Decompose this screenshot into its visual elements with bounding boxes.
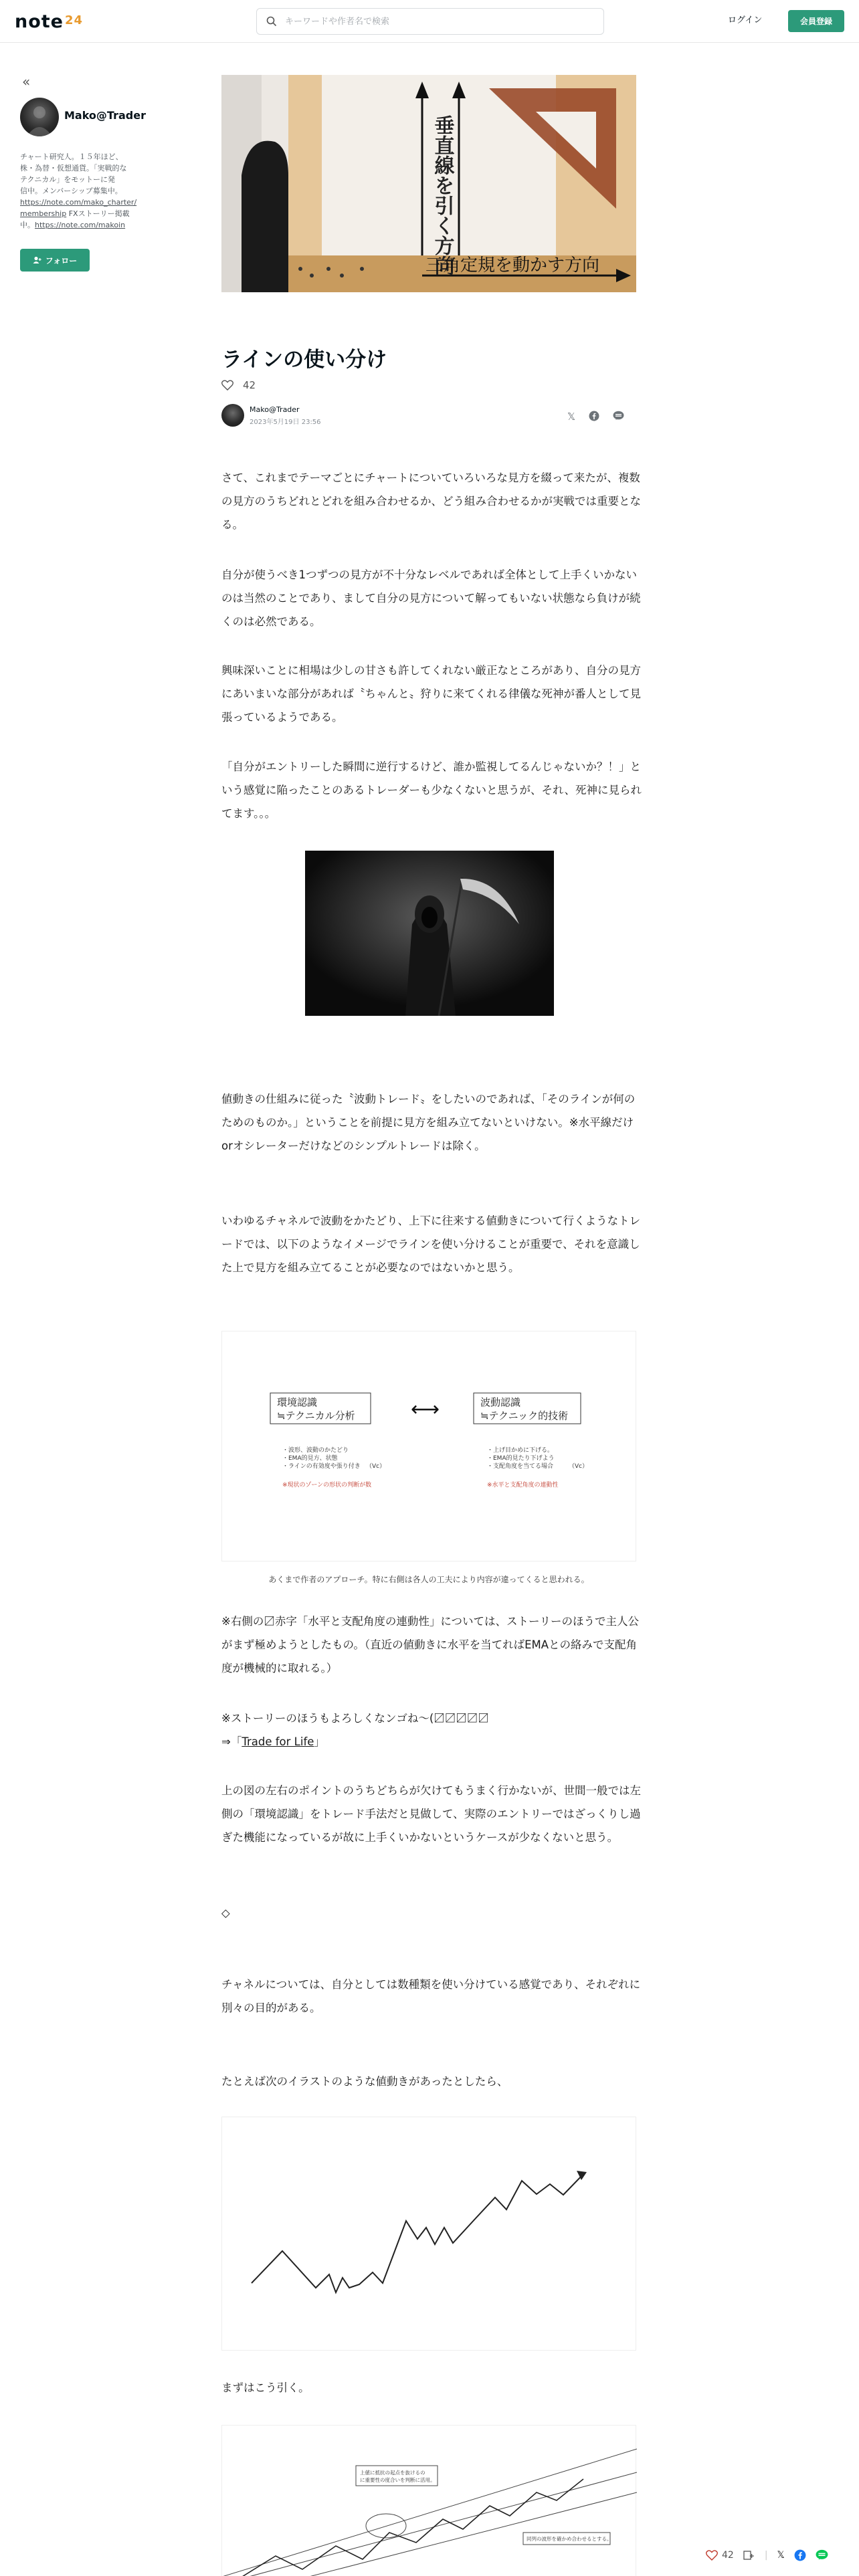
bio-line: 信中。メンバーシップ募集中。: [20, 187, 122, 195]
paragraph-8: [221, 1707, 643, 1753]
paragraph-1: さて、これまでテーマごとにチャートについていろいろな見方を綴って来たが、複数の見方のうちどれとどれを組み合わせるか、どう組み合わせるかが実戦では重要となる。: [221, 471, 641, 531]
bio-line: テクニカル」をモットーに発: [20, 175, 116, 184]
story-prefix: ⇒「: [221, 1735, 242, 1748]
x-share-icon[interactable]: 𝕏: [777, 2550, 785, 2561]
paragraph-6: いわゆるチャネルで波動をかたどり、上下に往来する値動きについて行くようなトレードでは、以下のようなイメージでラインを使い分けることが重要で、それを意識した上で見方を組み立てることが必要なのではないかと思う。: [221, 1214, 641, 1274]
facebook-share-icon[interactable]: [589, 411, 599, 421]
paragraph-3: 興味深いことに相場は少しの甘さも許してくれない厳正なところがあり、自分の見方にあいまいな部分があれば〝ちゃんと〟狩りに来てくれる律儀な死神が番人として見張っているようである。: [221, 664, 641, 724]
note-logo[interactable]: [15, 11, 83, 32]
line-share-icon[interactable]: [613, 411, 624, 421]
site-header: [0, 0, 859, 43]
login-link[interactable]: ログイン: [728, 15, 763, 25]
bio-text: 中。: [20, 221, 35, 229]
left-note: ※現状のゾーンの形状の判断が数: [282, 1482, 372, 1489]
paragraph-2: 自分が使うべき1つずつの見方が不十分なレベルであれば全体として上手くいかないのは当然のことであり、まして自分の見方について解ってもいない状態なら負けが続くのは必然である。: [221, 568, 641, 628]
bio-membership-link-cont[interactable]: membership: [20, 209, 67, 218]
bottom-action-bar: [706, 2549, 828, 2561]
person-plus-icon: [33, 256, 41, 264]
right-item: ・支配角度を当てる場合: [487, 1463, 554, 1470]
left-title-2: ≒テクニカル分析: [277, 1410, 355, 1422]
magazine-add-icon[interactable]: [743, 2550, 755, 2561]
hero-vertical-text: 垂直線を引く方向: [430, 115, 454, 276]
bottom-like-count: 42: [722, 2550, 734, 2561]
bio-makoin-link[interactable]: https://note.com/makoin: [35, 221, 126, 229]
divider: |: [764, 2550, 768, 2561]
arrow-both: ⟷: [411, 1398, 440, 1421]
paragraph-5: 値動きの仕組みに従った〝波動トレード〟をしたいのであれば、「そのラインが何のためのものか。」ということを前提に見方を組み立てないといけない。※水平線だけorオシレーターだけなどのシンプルトレードは除く。: [221, 1093, 636, 1152]
bio-membership-link[interactable]: https://note.com/mako_charter/: [20, 198, 137, 207]
diamond-separator: ◇: [221, 1907, 230, 1919]
author-bio: [20, 151, 154, 231]
concept-diagram: [221, 1331, 636, 1562]
story-promo: ※ストーリーのほうもよろしくなンゴね〜(〼〼〼〼〼: [221, 1712, 489, 1725]
like-count[interactable]: 42: [243, 379, 256, 391]
bio-text: FXストーリー掲載: [68, 209, 130, 218]
collapse-sidebar-icon[interactable]: «: [22, 74, 31, 90]
left-item: ・波形、波動のかたどり: [282, 1447, 349, 1454]
paragraph-12: まずはこう引く。: [221, 2381, 310, 2394]
paragraph-11: たとえば次のイラストのような値動きがあったとしたら、: [221, 2075, 508, 2088]
share-buttons: [567, 411, 624, 423]
left-item: ・ラインの有効度や張り付き: [282, 1463, 361, 1470]
left-title-1: 環境認識: [277, 1396, 318, 1408]
logo-badge: 24: [65, 13, 84, 27]
signup-button[interactable]: 会員登録: [788, 10, 844, 32]
search-input[interactable]: [285, 17, 593, 27]
right-title-2: ≒テクニック的技術: [480, 1410, 569, 1422]
paragraph-4: 「自分がエントリーした瞬間に逆行するけど、誰か監視してるんじゃないか？！」という感覚に陥ったことのあるトレーダーも少なくないと思うが、それ、死神に見られてます。。。: [221, 760, 642, 820]
meta-date: 2023年5月19日 23:56: [250, 418, 321, 426]
right-item: ・EMA的見たり下げよう: [487, 1455, 555, 1462]
reaper-image: [305, 851, 554, 1016]
follow-button[interactable]: [20, 249, 90, 272]
price-sketch-image: [221, 2117, 636, 2351]
meta-author[interactable]: Mako@Trader: [250, 405, 300, 414]
facebook-share-icon[interactable]: [794, 2549, 806, 2561]
heart-icon: [706, 2550, 718, 2561]
right-title-1: 波動認識: [480, 1396, 521, 1408]
author-mini-avatar[interactable]: [221, 404, 244, 427]
channel-note-1: 上値に抵抗の起点を抜けるの: [360, 2470, 425, 2476]
article-title: ラインの使い分け: [221, 348, 387, 372]
channel-note-3: 同列の波形を確かめ合わせるとする。: [527, 2536, 612, 2542]
channel-note-2: に重要性の度合いを判断に活用。: [360, 2477, 436, 2483]
bottom-like[interactable]: [706, 2550, 734, 2561]
line-share-icon[interactable]: [816, 2549, 828, 2561]
bio-line: 株・為替・仮想通貨。「実戦的な: [20, 164, 127, 173]
search-icon: [266, 16, 277, 27]
search-box[interactable]: [256, 8, 604, 35]
logo-text: note: [15, 11, 64, 32]
heart-icon[interactable]: [221, 380, 233, 391]
author-name[interactable]: Mako@Trader: [64, 109, 146, 122]
paragraph-9: 上の図の左右のポイントのうちどちらが欠けてもうまく行かないが、世間一般では左側の「環境認識」をトレード手法だと見做して、実際のエントリーではざっくりし過ぎた機能になっているが故に上手くいかないというケースが少なくないと思う。: [221, 1784, 641, 1844]
channel-lines-image: [221, 2425, 636, 2576]
diagram-caption: あくまで作者のアプローチ。特に右側は各人の工夫により内容が違ってくると思われる。: [268, 1575, 589, 1584]
bio-line: チャート研究人。１５年ほど、: [20, 152, 123, 161]
right-tag: （Vc）: [569, 1463, 589, 1470]
right-note: ※水平と支配角度の連動性: [487, 1482, 559, 1489]
hero-image: [221, 75, 636, 292]
paragraph-10: チャネルについては、自分としては数種類を使い分けている感覚であり、それぞれに別々の目的がある。: [221, 1978, 641, 2014]
right-item: ・上げ目かめに下げる。: [487, 1447, 554, 1454]
trade-for-life-link[interactable]: Trade for Life: [242, 1735, 314, 1748]
story-suffix: 」: [314, 1735, 325, 1748]
article-meta: [221, 404, 321, 427]
paragraph-7: ※右側の〼赤字「水平と支配角度の連動性」については、ストーリーのほうで主人公がまず極めようとしたもの。（直近の値動きに水平を当てればEMAとの絡みで支配角度が機械的に取れる。）: [221, 1615, 639, 1675]
author-avatar[interactable]: [20, 98, 59, 136]
left-tag: （Vc）: [366, 1463, 386, 1470]
x-share-icon[interactable]: 𝕏: [567, 411, 576, 423]
follow-label: フォロー: [45, 255, 78, 265]
hero-bottom-text: 三角定規を動かす方向: [425, 255, 600, 276]
like-area: [221, 379, 256, 391]
left-item: ・EMA的見方、状態: [282, 1455, 338, 1462]
